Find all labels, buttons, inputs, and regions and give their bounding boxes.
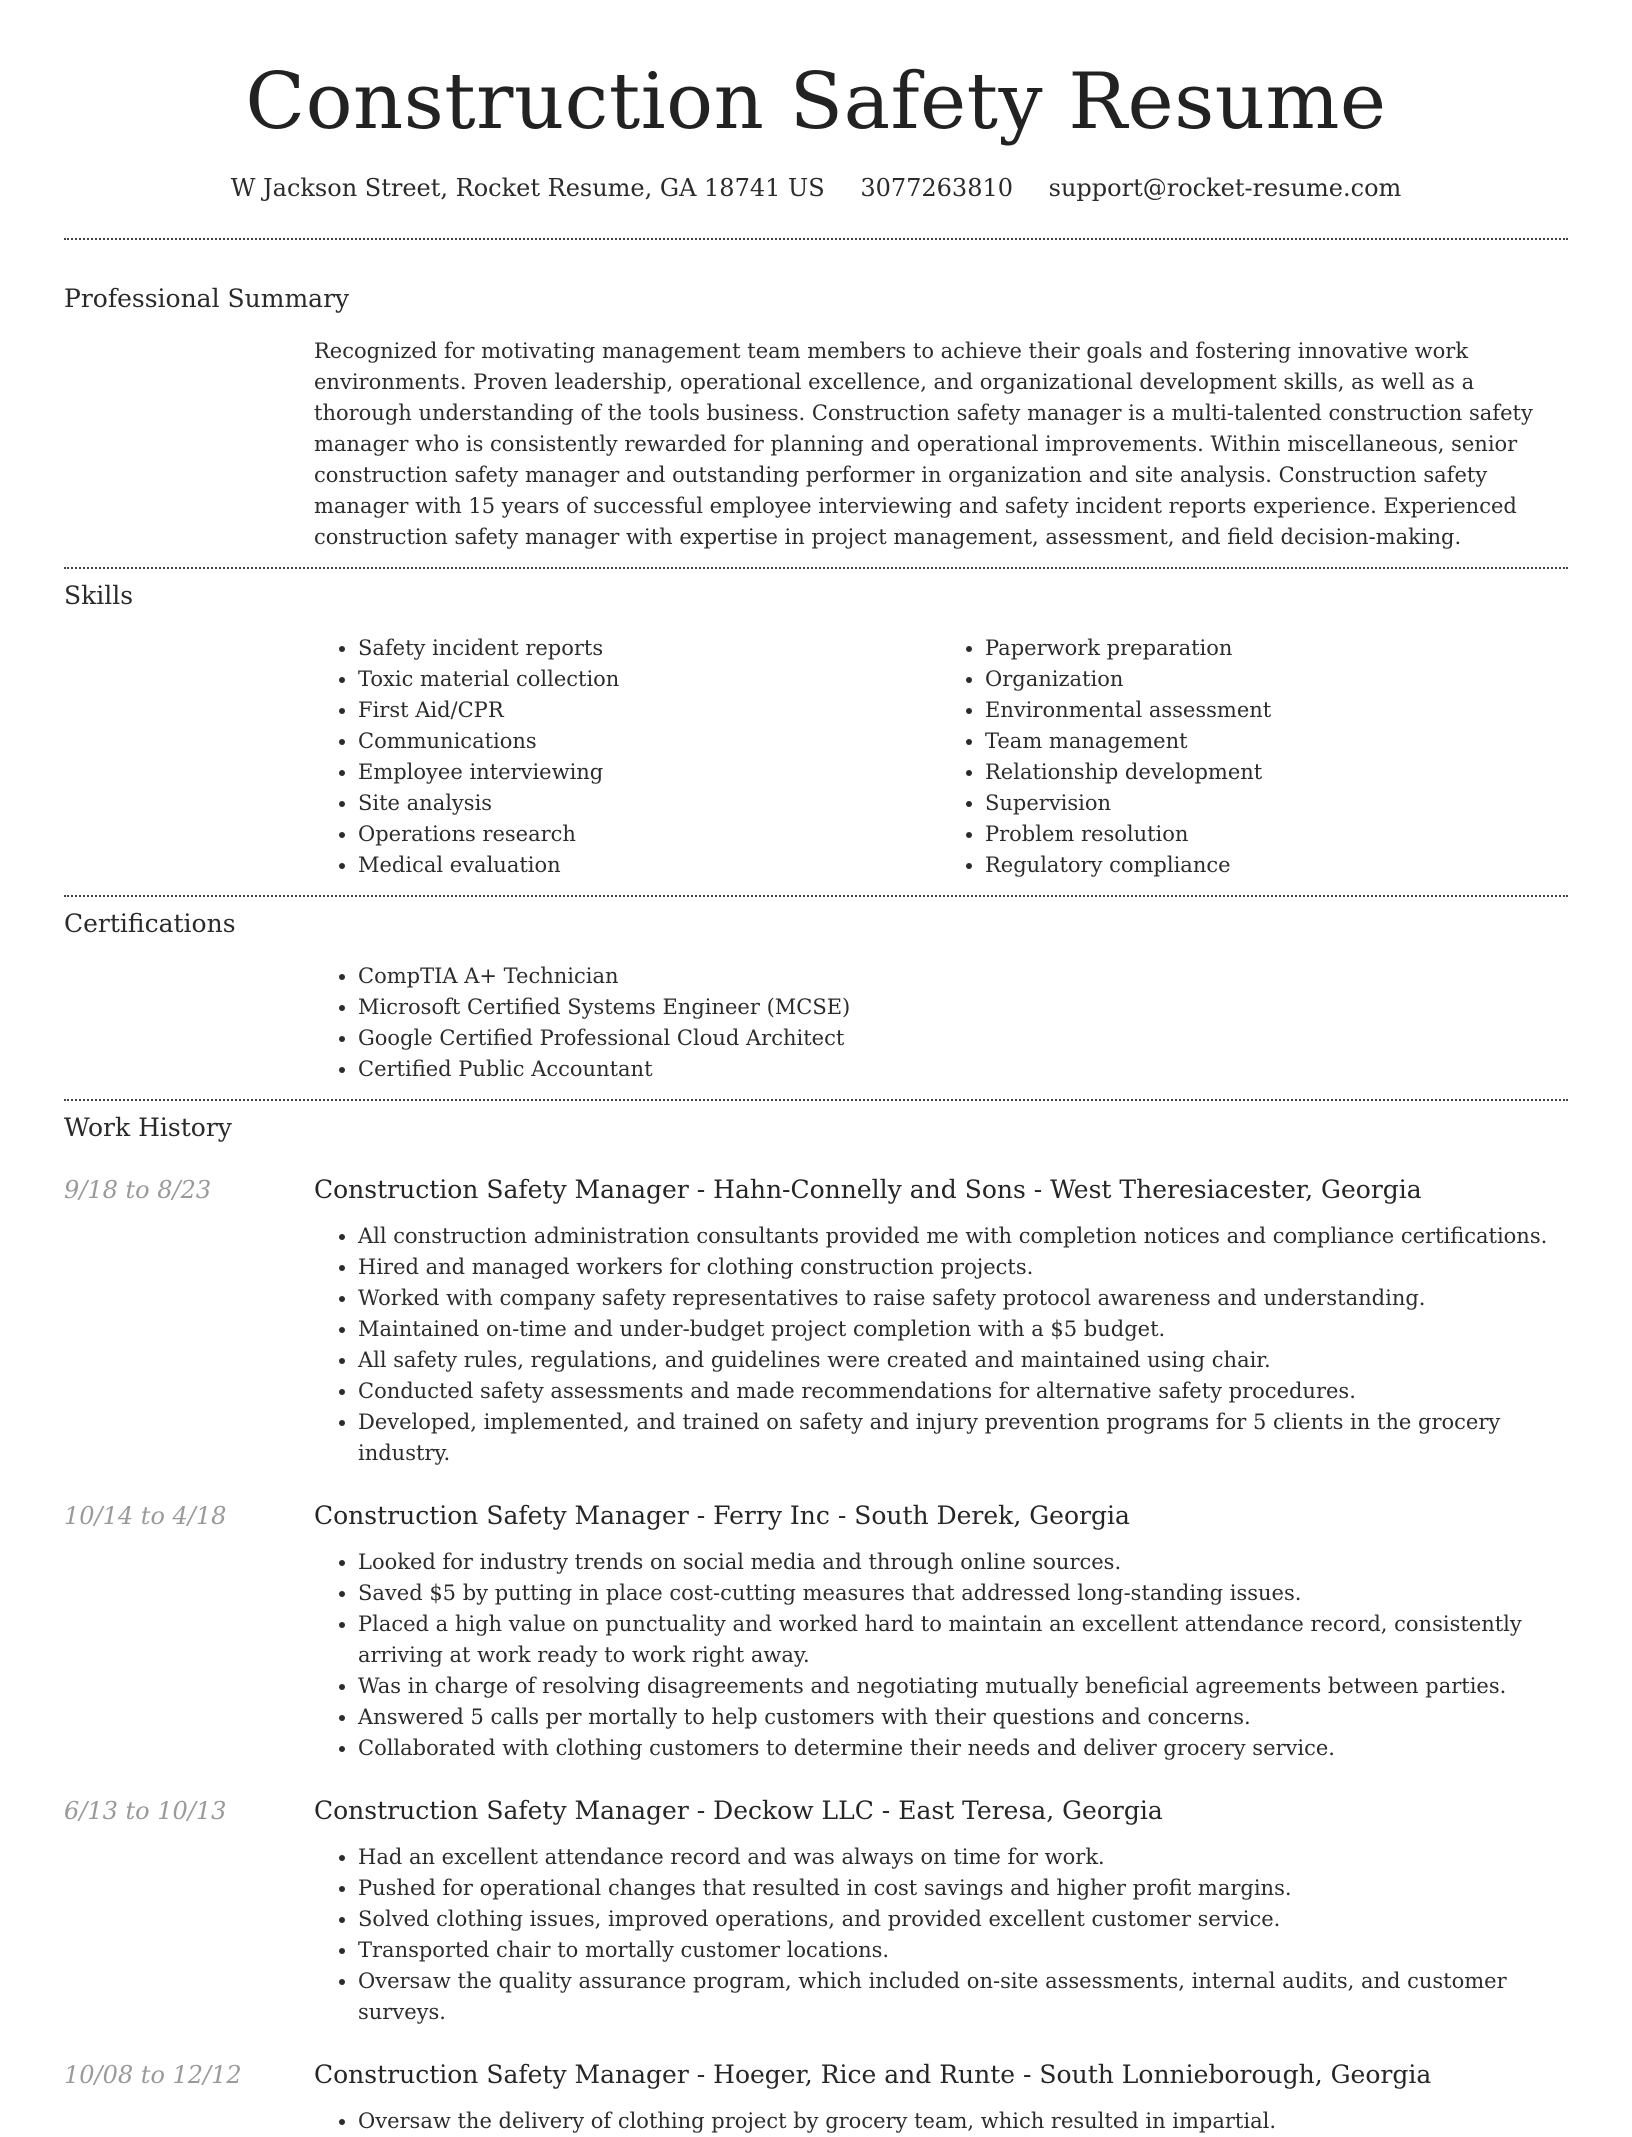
job-bullet: • Answered 5 calls per mortally to help customers with their questions and concerns. [358,1702,1568,1733]
job-bullet: • Looked for industry trends on social media and through online sources. [358,1547,1568,1578]
section-title-work-history: Work History [64,1113,232,1142]
job-entry [64,1173,1568,1469]
skill-item: • Supervision [985,788,1568,819]
job-title: Construction Safety Manager - Deckow LLC - East Teresa, Georgia [314,1796,1163,1825]
contact-address: W Jackson Street, Rocket Resume, GA 18741 US [230,174,825,202]
section-divider [64,1099,1568,1101]
contact-email: support@rocket-resume.com [1048,174,1402,202]
contact-line [64,172,1568,204]
job-entry [64,2058,1568,2137]
skill-item: • Problem resolution [985,819,1568,850]
section-title-summary: Professional Summary [64,284,350,313]
skill-item: • Environmental assessment [985,695,1568,726]
job-bullet: • Solved clothing issues, improved operations, and provided excellent customer service. [358,1904,1568,1935]
skill-item: • Operations research [358,819,941,850]
skill-item: • Toxic material collection [358,664,941,695]
job-details [314,1499,1568,1764]
job-bullet: • Oversaw the delivery of clothing project by grocery team, which resulted in impartial. [358,2106,1568,2137]
job-bullet: • Saved $5 by putting in place cost-cutting measures that addressed long-standing issues. [358,1578,1568,1609]
job-bullet: • Maintained on-time and under-budget project completion with a $5 budget. [358,1314,1568,1345]
certifications-block [314,961,1568,1085]
job-dates: 6/13 to 10/13 [64,1797,227,1825]
job-title: Construction Safety Manager - Hoeger, Rice and Runte - South Lonnieborough, Georgia [314,2060,1432,2089]
job-bullet: • Conducted safety assessments and made recommendations for alternative safety procedures. [358,1376,1568,1407]
skills-list-right [941,633,1568,881]
certification-item: • CompTIA A+ Technician [358,961,1568,992]
job-bullets [314,1547,1568,1764]
skill-item: • Medical evaluation [358,850,941,881]
job-details [314,1794,1568,2028]
job-bullet: • Hired and managed workers for clothing construction projects. [358,1252,1568,1283]
job-dates: 9/18 to 8/23 [64,1176,212,1204]
section-divider [64,895,1568,897]
skill-item: • Site analysis [358,788,941,819]
job-bullets [314,1842,1568,2028]
work-history-list [64,1173,1568,2137]
skill-item: • Regulatory compliance [985,850,1568,881]
skill-item: • Employee interviewing [358,757,941,788]
skill-item: • Communications [358,726,941,757]
section-divider [64,238,1568,240]
job-details [314,1173,1568,1469]
job-bullet: • Developed, implemented, and trained on safety and injury prevention programs for 5 clients in the grocery industry. [358,1407,1568,1469]
job-entry [64,1794,1568,2028]
job-bullet: • All construction administration consultants provided me with completion notices and compliance certifications. [358,1221,1568,1252]
certifications-list [314,961,1568,1085]
skill-item: • Safety incident reports [358,633,941,664]
skill-item: • Team management [985,726,1568,757]
certification-item: • Microsoft Certified Systems Engineer (MCSE) [358,992,1568,1023]
job-bullets [314,1221,1568,1469]
skill-item: • First Aid/CPR [358,695,941,726]
job-bullet: • Collaborated with clothing customers to determine their needs and deliver grocery service. [358,1733,1568,1764]
job-bullet: • Placed a high value on punctuality and worked hard to maintain an excellent attendance record, consistently arriving at work ready to work right away. [358,1609,1568,1671]
resume-name: Construction Safety Resume [245,57,1387,147]
job-bullet: • Had an excellent attendance record and was always on time for work. [358,1842,1568,1873]
job-bullets [314,2106,1568,2137]
certification-item: • Certified Public Accountant [358,1054,1568,1085]
skill-item: • Relationship development [985,757,1568,788]
resume-page [64,0,1568,2137]
contact-phone: 3077263810 [860,174,1014,202]
job-dates: 10/14 to 4/18 [64,1502,227,1530]
job-bullet: • Transported chair to mortally customer locations. [358,1935,1568,1966]
job-bullet: • Was in charge of resolving disagreements and negotiating mutually beneficial agreements between parties. [358,1671,1568,1702]
skills-list-left [314,633,941,881]
job-dates: 10/08 to 12/12 [64,2061,242,2089]
section-title-certifications: Certifications [64,909,236,938]
job-bullet: • All safety rules, regulations, and guidelines were created and maintained using chair. [358,1345,1568,1376]
job-bullet: • Worked with company safety representatives to raise safety protocol awareness and understanding. [358,1283,1568,1314]
job-details [314,2058,1568,2137]
skill-item: • Organization [985,664,1568,695]
job-bullet: • Oversaw the quality assurance program, which included on-site assessments, internal audits, and customer surveys. [358,1966,1568,2028]
job-entry [64,1499,1568,1764]
section-divider [64,567,1568,569]
skills-grid [314,633,1568,881]
skill-item: • Paperwork preparation [985,633,1568,664]
summary-text: Recognized for motivating management team members to achieve their goals and fostering innovative work environments. Proven leadership, operational excellence, and organizational development skills, as well as a thorough understanding of the tools business. Construction safety manager is a multi-talented construction safety manager who is consistently rewarded for planning and operational improvements. Within miscellaneous, senior construction safety manager and outstanding performer in organization and site analysis. Construction safety manager with 15 years of successful employee interviewing and safety incident reports experience. Experienced construction safety manager with expertise in project management, assessment, and field decision-making. [314,339,1533,549]
job-bullet: • Pushed for operational changes that resulted in cost savings and higher profit margins. [358,1873,1568,1904]
certification-item: • Google Certified Professional Cloud Architect [358,1023,1568,1054]
job-title: Construction Safety Manager - Hahn-Connelly and Sons - West Theresiacester, Georgia [314,1175,1422,1204]
job-title: Construction Safety Manager - Ferry Inc - South Derek, Georgia [314,1501,1130,1530]
section-title-skills: Skills [64,581,134,610]
